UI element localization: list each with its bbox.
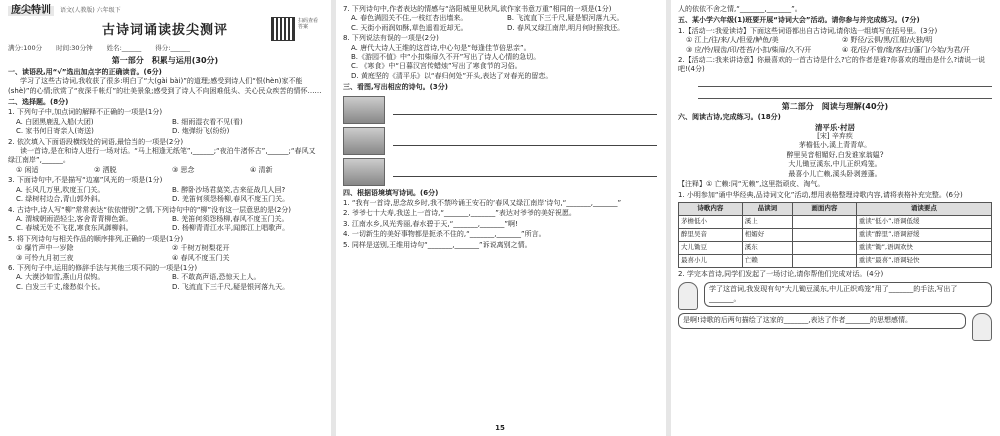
option: C. 《寒食》中“日暮汉宫传蜡烛”写出了寒食节的习俗。 bbox=[351, 62, 522, 71]
question-4-options bbox=[8, 215, 322, 234]
question-2: 2. 依次填入下面语段横线处的词语,最恰当的一项是(2分) bbox=[8, 137, 184, 146]
page-title: 古诗词诵读拔尖测评 bbox=[101, 23, 228, 39]
fill-question-3: 3. 江南水乡,风光秀丽,春水碧于天,“_______,_______”啊! bbox=[343, 219, 518, 228]
option: ③ 可怜九月初三夜 bbox=[16, 253, 74, 262]
table-header: 画面内容 bbox=[793, 202, 857, 215]
answer-line[interactable] bbox=[698, 77, 992, 87]
section-3-title: 三、看图,写出相应的诗句。(3分) bbox=[343, 83, 448, 92]
option: C. 春城无处不飞花,寒食东风御柳斜。 bbox=[16, 224, 133, 233]
analysis-table bbox=[678, 202, 992, 268]
picture-3-image bbox=[343, 158, 385, 186]
question-7-options bbox=[343, 14, 657, 33]
section-1-title: 一、读语段,用“√”选出加点字的正确读音。(6分) bbox=[8, 67, 162, 76]
option: C. 天街小雨润如酥,草色遥看近却无。 bbox=[351, 23, 468, 32]
table-row bbox=[679, 254, 992, 267]
table-cell: 大儿锄豆 bbox=[679, 241, 743, 254]
speech-bubble: 是啊!诗歌的后两句描绘了这家的_______,表达了作者_______的思想感情。 bbox=[678, 313, 966, 328]
table-cell: 重读“最喜”,语调轻快 bbox=[856, 254, 991, 267]
question-3: 3. 下面诗句中,不是描写“边塞”风光的一项是(1分) bbox=[8, 176, 163, 185]
brand-logo: 庞尖特训 bbox=[8, 6, 54, 15]
question-6-1: 1. 小明参加“诵中华经典,品诗词文化”活动,想用表格整理诗歌内容,请将表格补充完整。(6分) bbox=[678, 190, 963, 199]
option: ④ 春风不度玉门关 bbox=[172, 253, 230, 262]
picture-row-2 bbox=[343, 127, 657, 155]
option: B.《游园不值》中“小扣柴扉久不开”写出了诗人心情的急切。 bbox=[351, 53, 541, 62]
option: D. 飞流直下三千尺,疑是银河落九天。 bbox=[172, 282, 290, 291]
name-field: 姓名:______ bbox=[106, 44, 142, 52]
continued-text: 人的依依不舍之情,“_______,_______”。 bbox=[678, 5, 802, 13]
table-cell: 茅檐低小 bbox=[679, 215, 743, 228]
page-number: 15 bbox=[495, 423, 505, 432]
table-cell: 亡赖 bbox=[742, 254, 792, 267]
table-header: 品读词 bbox=[742, 202, 792, 215]
answer-line[interactable] bbox=[698, 89, 992, 99]
question-5: 5. 将下列诗句与相关作品的顺序排列,正确的一项是(1分) bbox=[8, 234, 184, 243]
question-6-2: 2. 学完本首诗,同学们发起了一场讨论,请你帮他们完成对话。(4分) bbox=[678, 269, 884, 278]
option: D. 炮弹纷飞(纷纷) bbox=[172, 127, 230, 136]
option: ② 千树万树梨花开 bbox=[172, 244, 230, 253]
header-subtitle: 语文(人教版) 六年级下 bbox=[60, 7, 121, 15]
option: A. 大漠沙如雪,燕山月似钩。 bbox=[16, 273, 105, 282]
option: ④ 花/径/不曾/缘/客/扫/蓬门/今始/为君/开 bbox=[842, 45, 970, 54]
section-5-title: 五、某小学六年级(1)班要开展“诗词大会”活动。请你参与并完成练习。(7分) bbox=[678, 16, 920, 25]
option: ② 洒脱 bbox=[94, 165, 117, 174]
table-row bbox=[679, 228, 992, 241]
option: ③ 应/怜/屐齿/印/苍苔/小扣/柴扉/久不/开 bbox=[686, 45, 812, 54]
section-2-title: 二、选择题。(8分) bbox=[8, 98, 69, 107]
option: D. 羌笛何须怨杨柳,春风不度玉门关。 bbox=[172, 195, 290, 204]
answer-line[interactable] bbox=[393, 135, 657, 146]
picture-2-image bbox=[343, 127, 385, 155]
section-4-title: 四、根据语境填写诗词。(6分) bbox=[343, 188, 439, 197]
option: ④ 清新 bbox=[250, 165, 273, 174]
option: B. 飞流直下三千尺,疑是银河落九天。 bbox=[507, 14, 624, 23]
option: ① 江上/往/来/人/但爱/鲈鱼/美 bbox=[686, 36, 779, 45]
option: B. 不敢高声语,恐惊天上人。 bbox=[172, 273, 261, 282]
question-1: 1. 下列句子中,加点词的解释不正确的一项是(1分) bbox=[8, 108, 163, 117]
table-cell-blank[interactable] bbox=[793, 241, 857, 254]
activity-2: 2.【活动二:我来讲诗意】你最喜欢的一首古诗是什么?它的作者是谁?你喜欢的理由是什么?请说一说吧!(4分) bbox=[678, 56, 986, 74]
question-2-options bbox=[8, 166, 322, 175]
question-6: 6. 下列句子中,运用的修辞手法与其他三项不同的一项是(1分) bbox=[8, 263, 198, 272]
table-cell: 醉里吴音 bbox=[679, 228, 743, 241]
table-cell-blank[interactable] bbox=[793, 215, 857, 228]
activity-1-options bbox=[678, 36, 992, 55]
question-6-options bbox=[8, 273, 322, 292]
option: D. 杨柳青青江水平,闻郎江上唱歌声。 bbox=[172, 224, 290, 233]
activity-1: 1.【活动一:我爱读诗】下面这些词语都出自古诗词,请你选一组填写在括号里。(3分) bbox=[678, 26, 938, 35]
option: D. 黄庭坚的《清平乐》以“春归何处”开头,表达了对春光的留恋。 bbox=[351, 71, 553, 80]
option: C. 绿树村边合,青山郭外斜。 bbox=[16, 195, 105, 204]
option: B. 醉卧沙场君莫笑,古来征战几人回? bbox=[172, 185, 286, 194]
option: ① 闲适 bbox=[16, 165, 39, 174]
question-8-options bbox=[343, 44, 657, 82]
qr-code-icon bbox=[272, 18, 294, 40]
option: A. 白团黑鹿乱入船(大团) bbox=[16, 117, 94, 126]
option: A. 长风几万里,吹度玉门关。 bbox=[16, 185, 105, 194]
picture-row-1 bbox=[343, 96, 657, 124]
qr-label: 扫码查看答案 bbox=[298, 18, 319, 30]
fill-question-1: 1. “我有一首诗,思念故乡时,我不禁吟诵王安石的‘春风又绿江南岸’诗句,“_______,_______” bbox=[343, 199, 622, 208]
speech-bubble: 学了这首词,我发现有句“大儿锄豆溪东,中儿正织鸡笼”用了_______的手法,写出了_______。 bbox=[704, 282, 992, 307]
meta-row bbox=[8, 44, 322, 53]
question-8: 8. 下列说法有误的一项是(2分) bbox=[343, 34, 439, 43]
page-middle bbox=[335, 0, 665, 436]
table-cell: 重读“低小”,语调低缓 bbox=[856, 215, 991, 228]
dialog-row-1 bbox=[678, 282, 992, 310]
title-row bbox=[8, 18, 322, 44]
option: B. 细雨湿衣看不见(看) bbox=[172, 117, 243, 126]
option: B. 羌笛何须怨杨柳,春风不度玉门关。 bbox=[172, 214, 289, 223]
table-cell-blank[interactable] bbox=[793, 228, 857, 241]
table-cell: 相媚好 bbox=[742, 228, 792, 241]
poem-line: 最喜小儿亡赖,溪头卧剥莲蓬。 bbox=[788, 169, 882, 178]
table-cell: 溪上 bbox=[742, 215, 792, 228]
student-avatar-icon bbox=[972, 313, 992, 341]
option: C. 白发三千丈,缘愁似个长。 bbox=[16, 282, 105, 291]
table-header: 诗歌内容 bbox=[679, 202, 743, 215]
page-left bbox=[0, 0, 330, 436]
fill-question-2: 2. 爷爷七十大寿,我送上一首诗,“_______,_______”表达对爷爷的美好祝愿。 bbox=[343, 209, 576, 218]
poem-line: 大儿锄豆溪东,中儿正织鸡笼。 bbox=[788, 160, 882, 169]
option: ③ 思念 bbox=[172, 165, 195, 174]
option: A. 渭城朝雨浥轻尘,客舍青青柳色新。 bbox=[16, 214, 133, 223]
table-cell: 最喜小儿 bbox=[679, 254, 743, 267]
table-row bbox=[679, 241, 992, 254]
option: C. 家书何日寄亲人(寄送) bbox=[16, 127, 94, 136]
header-bar bbox=[8, 4, 322, 18]
poem-title: 清平乐·村居 bbox=[814, 122, 856, 132]
option: D. 春风又绿江南岸,明月何时照我还。 bbox=[507, 23, 625, 32]
question-4: 4. 古诗中,诗人写“柳”常常表达“依依惜别”之情,下列诗句中的“柳”没有这一层意思的是(2分) bbox=[8, 205, 292, 214]
poem-line: 醉里吴音相媚好,白发谁家翁媪? bbox=[786, 150, 884, 159]
dialog-row-2 bbox=[678, 313, 992, 341]
grade-field: 得分:______ bbox=[155, 44, 190, 52]
part2-title: 第二部分 阅读与理解(40分) bbox=[781, 101, 889, 111]
fill-question-5: 5. 同样是送别,王维用诗句“_______,_______”诉说离别之情。 bbox=[343, 240, 532, 249]
answer-line[interactable] bbox=[393, 166, 657, 177]
option: ② 野径/云俱/黑/江船/火独/明 bbox=[842, 36, 933, 45]
question-3-options bbox=[8, 186, 322, 205]
part1-title: 第一部分 积累与运用(30分) bbox=[111, 56, 219, 66]
table-cell-blank[interactable] bbox=[793, 254, 857, 267]
time-limit: 时间:30分钟 bbox=[56, 44, 93, 52]
table-cell: 溪东 bbox=[742, 241, 792, 254]
option: A. 春色满园关不住,一枝红杏出墙来。 bbox=[351, 14, 468, 23]
picture-1-image bbox=[343, 96, 385, 124]
question-5-options bbox=[8, 244, 322, 263]
table-row bbox=[679, 215, 992, 228]
question-1-options bbox=[8, 118, 322, 137]
full-score: 满分:100分 bbox=[8, 44, 43, 52]
table-cell: 重读“锄”,语调欢快 bbox=[856, 241, 991, 254]
poem-line: 茅檐低小,溪上青青草。 bbox=[798, 141, 872, 150]
option: ① 爆竹声中一岁除 bbox=[16, 244, 74, 253]
poem-note: 【注释】① 亡赖:同“无赖”,这里指顽皮、淘气。 bbox=[678, 180, 825, 189]
section-6-title: 六、阅读古诗,完成练习。(18分) bbox=[678, 113, 781, 122]
question-7: 7. 下列诗句中,作者表达的情感与“洛阳城里见秋风,欲作家书意万重”相同的一项是(1分) bbox=[343, 5, 612, 13]
picture-row-3 bbox=[343, 158, 657, 186]
table-cell: 重读“醉里”,语调舒缓 bbox=[856, 228, 991, 241]
student-avatar-icon bbox=[678, 282, 698, 310]
poem-author: [宋] 辛弃疾 bbox=[817, 132, 853, 141]
table-header: 诵读要点 bbox=[856, 202, 991, 215]
question-2-paragraph: 读一首诗,是在和诗人进行一场对话。“马上相逢无纸笔”,______;“夜泊牛渚怀古”,______;“春风又绿江南岸”,______。 bbox=[8, 147, 316, 165]
section-1-paragraph: 学习了这些古诗词,我收获了很多:明白了“大(ɡài bài)”的道理;感受到诗人们“恨(hèn)家不能(shè)”的心情;欣赏了“夜深千帐灯”的壮美景象;感受到了诗人不向困难低头、关心民众疾苦的情怀…… bbox=[8, 77, 322, 95]
fill-question-4: 4. 一切新生的美好事物都是扼杀不住的,“_______,_______”所言。 bbox=[343, 230, 546, 239]
option: A. 唐代大诗人王维的这首诗,中心句是“每逢佳节倍思亲”。 bbox=[351, 43, 531, 52]
answer-line[interactable] bbox=[393, 104, 657, 115]
page-right bbox=[670, 0, 1000, 436]
